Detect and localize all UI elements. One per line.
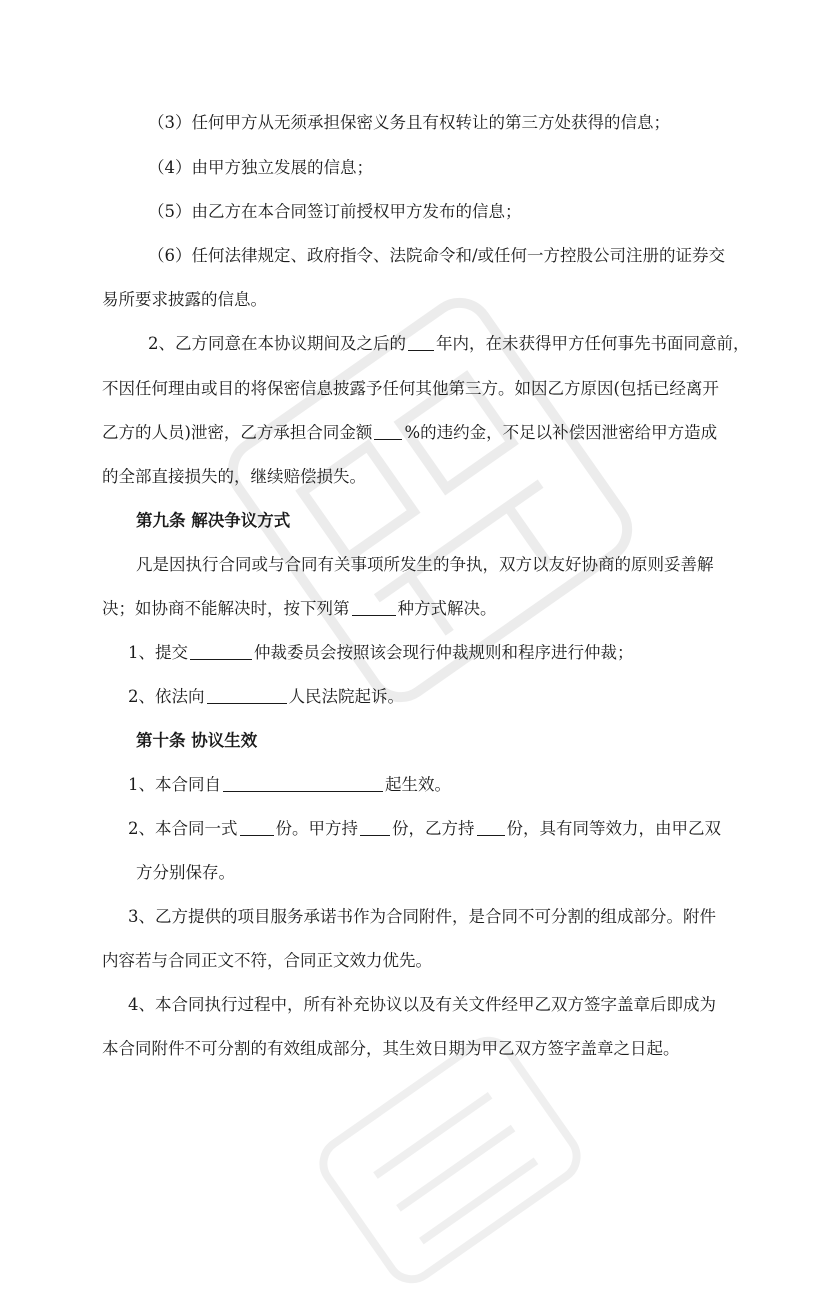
annex-clause-cont: 内容若与合同正文不符，合同正文效力优先。 <box>102 951 432 970</box>
effective-date-clause: 1、本合同自 起生效。 <box>128 775 451 794</box>
clause-item-3: （3）任何甲方从无须承担保密义务且有权转让的第三方处获得的信息； <box>148 113 670 132</box>
confidentiality-paragraph: 2、乙方同意在本协议期间及之后的 年内，在未获得甲方任何事先书面同意前， <box>148 334 750 353</box>
arbitration-commission-blank[interactable] <box>190 641 252 660</box>
clause-item-6: （6）任何法律规定、政府指令、法院命令和/或任何一方控股公司注册的证券交 <box>148 246 726 265</box>
supplement-clause: 4、本合同执行过程中，所有补充协议以及有关文件经甲乙双方签字盖章后即成为 <box>128 995 716 1014</box>
confidentiality-paragraph-cont: 的全部直接损失的，继续赔偿损失。 <box>102 467 366 486</box>
effective-date-blank[interactable] <box>223 773 383 792</box>
party-b-copies-blank[interactable] <box>477 817 505 836</box>
court-option: 2、依法向 人民法院起诉。 <box>128 687 404 706</box>
article-9-heading: 第九条 解决争议方式 <box>136 511 291 530</box>
penalty-percent-blank[interactable] <box>374 421 402 440</box>
party-a-copies-blank[interactable] <box>360 817 390 836</box>
years-blank[interactable] <box>408 332 434 351</box>
supplement-clause-cont: 本合同附件不可分割的有效组成部分，其生效日期为甲乙双方签字盖章之日起。 <box>102 1039 680 1058</box>
clause-item-6-cont: 易所要求披露的信息。 <box>102 290 267 309</box>
court-name-blank[interactable] <box>207 685 287 704</box>
annex-clause: 3、乙方提供的项目服务承诺书作为合同附件，是合同不可分割的组成部分。附件 <box>128 907 716 926</box>
copies-clause: 2、本合同一式 份。甲方持 份，乙方持 份，具有同等效力，由甲乙双 <box>128 819 721 838</box>
clause-item-4: （4）由甲方独立发展的信息； <box>148 158 373 177</box>
copies-clause-cont: 方分别保存。 <box>136 863 235 882</box>
clause-item-5: （5）由乙方在本合同签订前授权甲方发布的信息； <box>148 202 522 221</box>
total-copies-blank[interactable] <box>240 817 274 836</box>
confidentiality-paragraph-cont: 乙方的人员)泄密，乙方承担合同金额 %的违约金，不足以补偿因泄密给甲方造成 <box>102 423 718 442</box>
arbitration-option: 1、提交 仲裁委员会按照该会现行仲裁规则和程序进行仲裁； <box>128 643 634 662</box>
dispute-paragraph: 凡是因执行合同或与合同有关事项所发生的争执，双方以友好协商的原则妥善解 <box>136 555 714 574</box>
article-10-heading: 第十条 协议生效 <box>136 731 258 750</box>
method-number-blank[interactable] <box>352 597 396 616</box>
confidentiality-paragraph-cont: 不因任何理由或目的将保密信息披露予任何其他第三方。如因乙方原因(包括已经离开 <box>102 379 719 398</box>
dispute-paragraph-cont: 决；如协商不能解决时，按下列第 种方式解决。 <box>102 599 497 618</box>
